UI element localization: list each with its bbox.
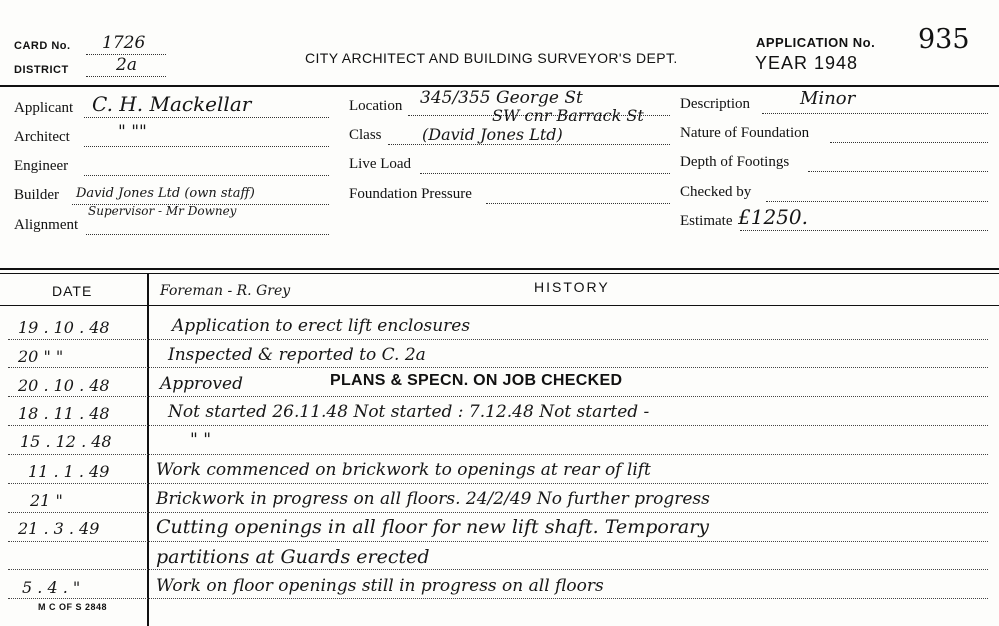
history-date: 21 " xyxy=(30,491,63,510)
row-line xyxy=(8,483,988,484)
history-rule-top-2 xyxy=(0,273,999,274)
foundation-pressure-label: Foundation Pressure xyxy=(349,186,472,202)
department-title: CITY ARCHITECT AND BUILDING SURVEYOR'S DEPT. xyxy=(305,50,678,66)
history-date: 5 . 4 . " xyxy=(22,578,81,597)
estimate-line xyxy=(740,230,988,231)
location-label: Location xyxy=(349,98,403,114)
history-entry: partitions at Guards erected xyxy=(156,546,430,568)
history-entry: Work on floor openings still in progress on all floors xyxy=(156,576,604,596)
class-line xyxy=(388,144,670,145)
row-line xyxy=(8,512,988,513)
history-date: 20 . 10 . 48 xyxy=(18,376,110,395)
alignment-line xyxy=(86,234,329,235)
engineer-label: Engineer xyxy=(14,158,69,174)
application-number: 935 xyxy=(918,24,970,55)
card-no-label: CARD No. xyxy=(14,40,71,52)
history-date: 11 . 1 . 49 xyxy=(28,462,110,481)
form-code: M C OF S 2848 xyxy=(38,602,108,612)
architect-value: " "" xyxy=(118,122,147,142)
row-line xyxy=(8,454,988,455)
district-underline xyxy=(86,76,166,77)
history-header: HISTORY xyxy=(534,279,610,295)
depth-footings-line xyxy=(808,171,988,172)
history-entry: Not started 26.11.48 Not started : 7.12.48 Not started - xyxy=(168,402,650,422)
history-entry: Application to erect lift enclosures xyxy=(172,316,471,336)
builder-label: Builder xyxy=(14,187,59,203)
row-line xyxy=(8,598,988,599)
history-date: 20 " " xyxy=(18,347,64,366)
applicant-value: C. H. Mackellar xyxy=(92,92,252,116)
architect-line xyxy=(84,146,329,147)
class-label: Class xyxy=(349,127,382,143)
plans-checked-stamp: PLANS & SPECN. ON JOB CHECKED xyxy=(330,372,623,389)
history-entry: Inspected & reported to C. 2a xyxy=(168,345,426,365)
live-load-line xyxy=(420,173,670,174)
description-label: Description xyxy=(680,96,750,112)
history-entry: Approved xyxy=(160,374,243,394)
live-load-label: Live Load xyxy=(349,156,412,172)
header-rule xyxy=(0,85,999,87)
history-date: 21 . 3 . 49 xyxy=(18,519,100,538)
nature-foundation-label: Nature of Foundation xyxy=(680,125,810,141)
applicant-line xyxy=(84,117,329,118)
class-value: (David Jones Ltd) xyxy=(422,125,563,144)
description-line xyxy=(762,113,988,114)
row-line xyxy=(8,569,988,570)
history-rule-top xyxy=(0,268,999,270)
location-value: 345/355 George St xyxy=(420,88,583,108)
builder-value: David Jones Ltd (own staff) xyxy=(76,186,255,201)
history-entry: Cutting openings in all floor for new lift shaft. Temporary xyxy=(156,516,710,538)
depth-footings-label: Depth of Footings xyxy=(680,154,790,170)
checked-by-line xyxy=(766,201,988,202)
foreman-note: Foreman - R. Grey xyxy=(160,283,291,299)
history-entry: " " xyxy=(190,430,212,450)
row-line xyxy=(8,425,988,426)
district-label: DISTRICT xyxy=(14,64,69,76)
alignment-label: Alignment xyxy=(14,217,79,233)
architect-label: Architect xyxy=(14,129,70,145)
supervisor-note: Supervisor - Mr Downey xyxy=(88,204,237,218)
history-entry: Brickwork in progress on all floors. 24/2/49 No further progress xyxy=(156,489,710,509)
history-date: 19 . 10 . 48 xyxy=(18,318,110,337)
row-line xyxy=(8,367,988,368)
location-value-2: SW cnr Barrack St xyxy=(492,106,644,125)
row-line xyxy=(8,339,988,340)
engineer-line xyxy=(84,175,329,176)
history-date: 15 . 12 . 48 xyxy=(20,432,112,451)
description-value: Minor xyxy=(800,88,856,109)
estimate-label: Estimate xyxy=(680,213,733,229)
card-no-value: 1726 xyxy=(102,33,146,53)
district-value: 2a xyxy=(116,55,137,75)
year-label: YEAR 1948 xyxy=(755,53,859,73)
application-label: APPLICATION No. xyxy=(756,35,876,50)
checked-by-label: Checked by xyxy=(680,184,752,200)
date-header: DATE xyxy=(52,283,93,299)
estimate-value: £1250. xyxy=(738,205,808,229)
applicant-label: Applicant xyxy=(14,100,74,116)
history-date: 18 . 11 . 48 xyxy=(18,404,110,423)
nature-foundation-line xyxy=(830,142,988,143)
history-header-rule xyxy=(0,305,999,306)
date-column-divider xyxy=(147,273,149,626)
foundation-pressure-line xyxy=(486,203,670,204)
row-line xyxy=(8,396,988,397)
row-line xyxy=(8,541,988,542)
history-entry: Work commenced on brickwork to openings at rear of lift xyxy=(156,460,651,480)
